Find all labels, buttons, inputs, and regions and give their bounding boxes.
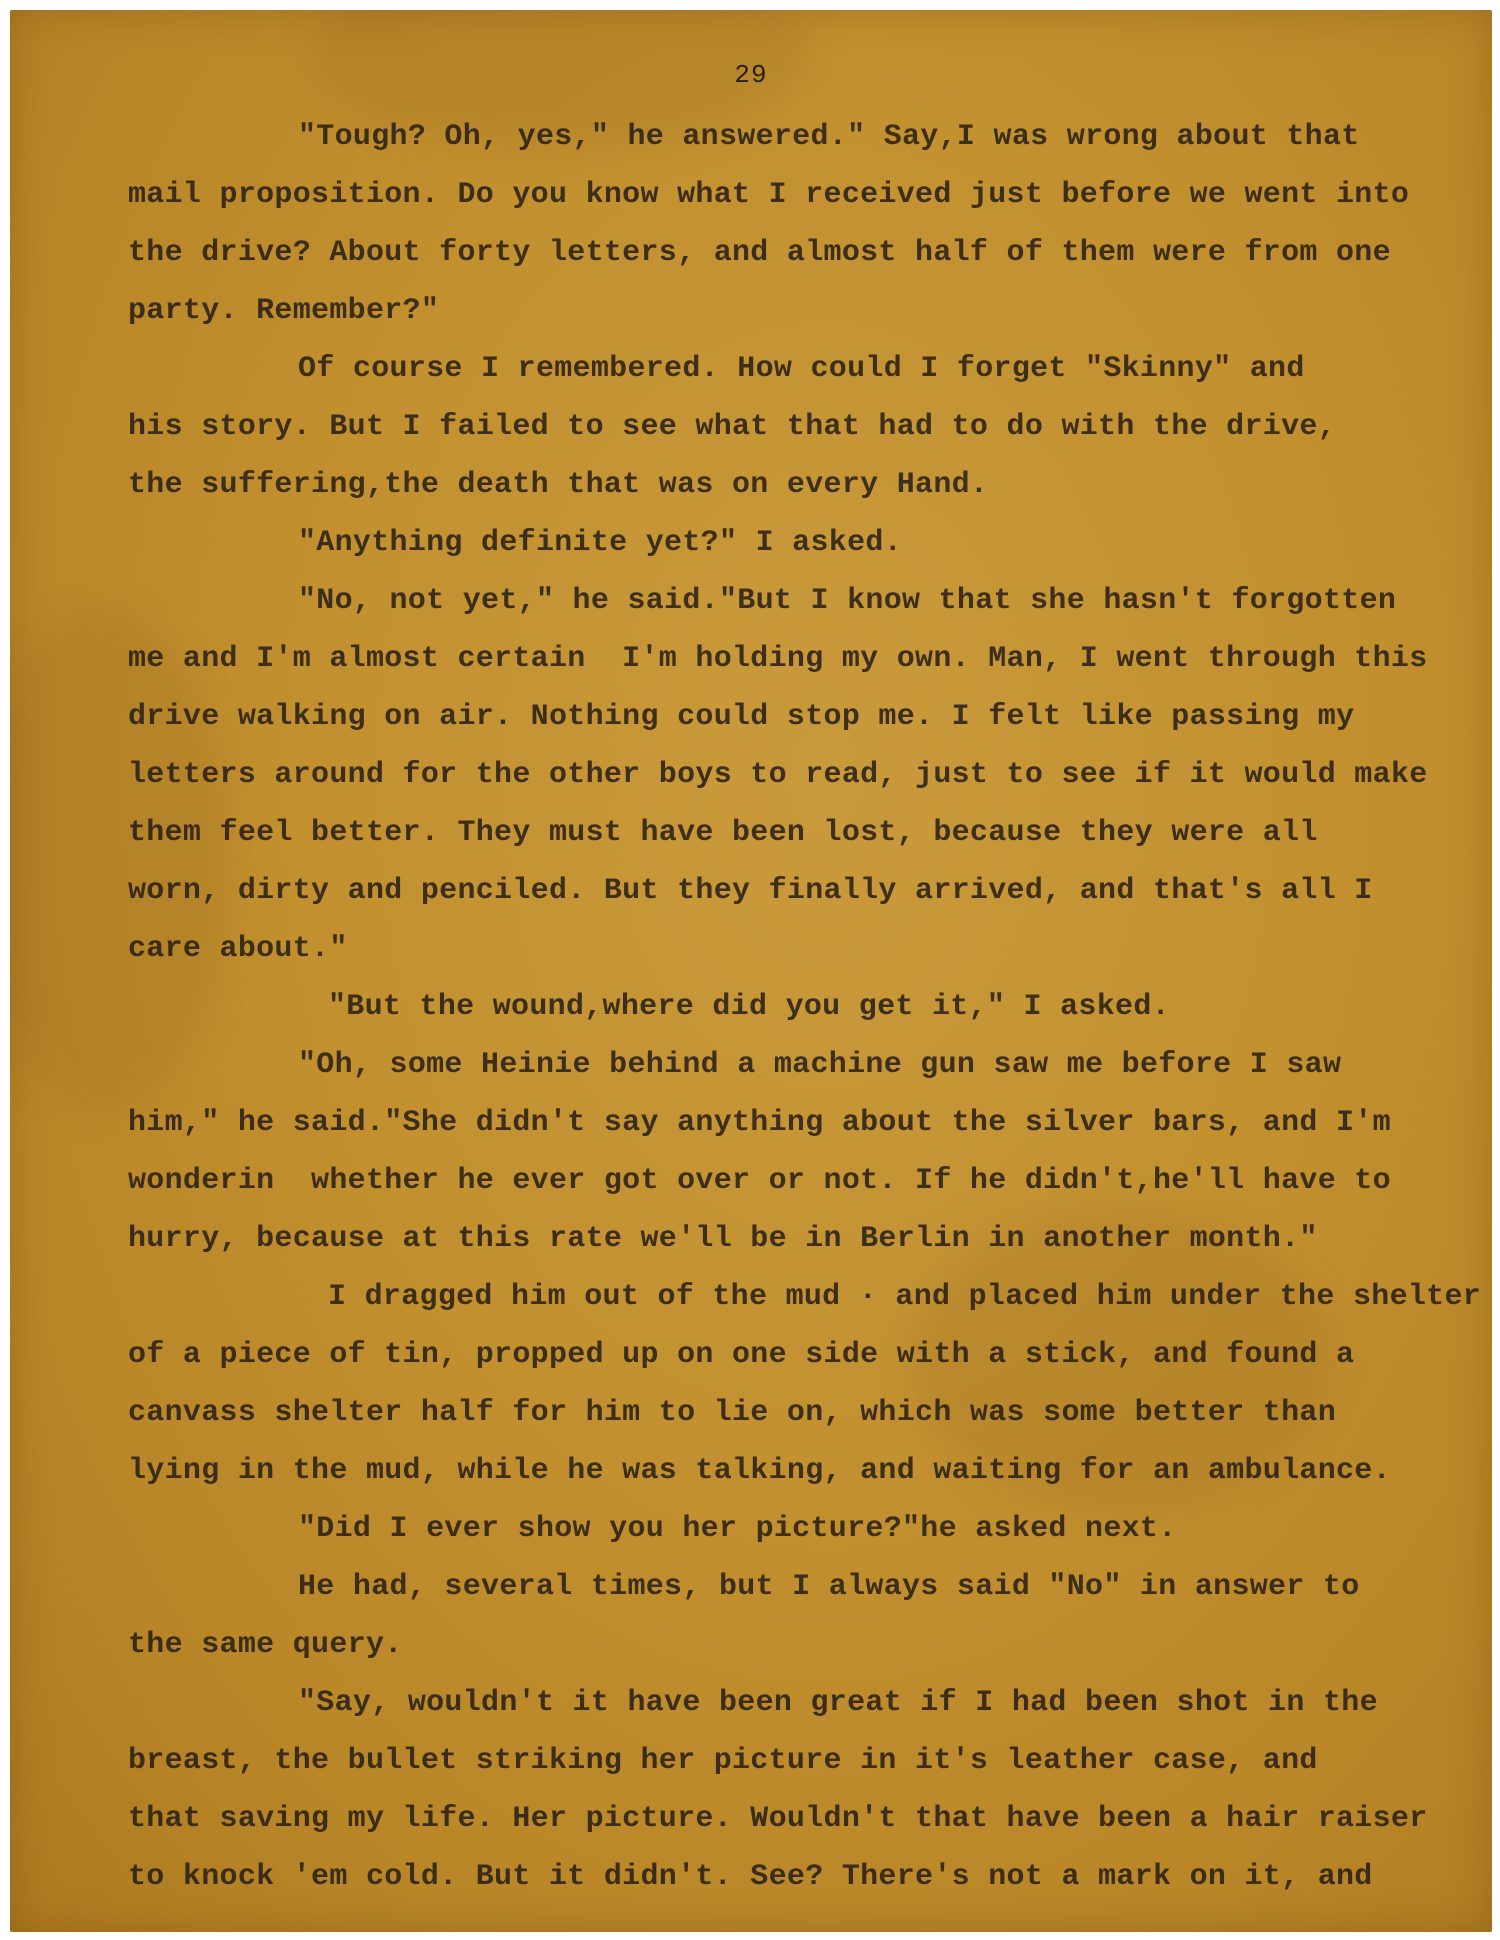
text-line: care about.": [128, 932, 348, 966]
text-line: his story. But I failed to see what that had to do with the drive,: [128, 410, 1336, 444]
text-line: the suffering,the death that was on every Hand.: [128, 468, 989, 502]
text-line: Of course I remembered. How could I forget "Skinny" and: [298, 352, 1305, 386]
text-line: mail proposition. Do you know what I received just before we went into: [128, 178, 1410, 212]
text-line: "Say, wouldn't it have been great if I had been shot in the: [298, 1686, 1378, 1720]
text-line: that saving my life. Her picture. Wouldn't that have been a hair raiser: [128, 1802, 1428, 1836]
text-line: I dragged him out of the mud · and placed him under the shelter: [328, 1280, 1482, 1314]
text-line: hurry, because at this rate we'll be in Berlin in another month.": [128, 1222, 1318, 1256]
typewritten-page: [10, 10, 1492, 1932]
text-line: lying in the mud, while he was talking, and waiting for an ambulance.: [128, 1454, 1391, 1488]
document-body: [128, 108, 1482, 1906]
text-line: party. Remember?": [128, 294, 440, 328]
text-line: "Anything definite yet?" I asked.: [298, 526, 902, 560]
text-line: to knock 'em cold. But it didn't. See? There's not a mark on it, and: [128, 1860, 1373, 1894]
text-line: "Oh, some Heinie behind a machine gun saw me before I saw: [298, 1048, 1342, 1082]
text-line: them feel better. They must have been lost, because they were all: [128, 816, 1318, 850]
text-line: "No, not yet," he said."But I know that she hasn't forgotten: [298, 584, 1397, 618]
text-line: "Tough? Oh, yes," he answered." Say,I was wrong about that: [298, 120, 1360, 154]
text-line: breast, the bullet striking her picture in it's leather case, and: [128, 1744, 1318, 1778]
text-line: "But the wound,where did you get it," I asked.: [328, 990, 1170, 1024]
text-line: "Did I ever show you her picture?"he asked next.: [298, 1512, 1177, 1546]
text-line: him," he said."She didn't say anything about the silver bars, and I'm: [128, 1106, 1391, 1140]
text-line: canvass shelter half for him to lie on, which was some better than: [128, 1396, 1336, 1430]
text-line: wonderin whether he ever got over or not. If he didn't,he'll have to: [128, 1164, 1391, 1198]
text-line: the same query.: [128, 1628, 403, 1662]
text-line: He had, several times, but I always said "No" in answer to: [298, 1570, 1360, 1604]
text-line: drive walking on air. Nothing could stop me. I felt like passing my: [128, 700, 1355, 734]
page-number: 29: [734, 60, 768, 90]
text-line: letters around for the other boys to read, just to see if it would make: [128, 758, 1428, 792]
text-line: worn, dirty and penciled. But they finally arrived, and that's all I: [128, 874, 1373, 908]
text-line: of a piece of tin, propped up on one side with a stick, and found a: [128, 1338, 1355, 1372]
text-line: the drive? About forty letters, and almost half of them were from one: [128, 236, 1391, 270]
text-line: me and I'm almost certain I'm holding my own. Man, I went through this: [128, 642, 1428, 676]
